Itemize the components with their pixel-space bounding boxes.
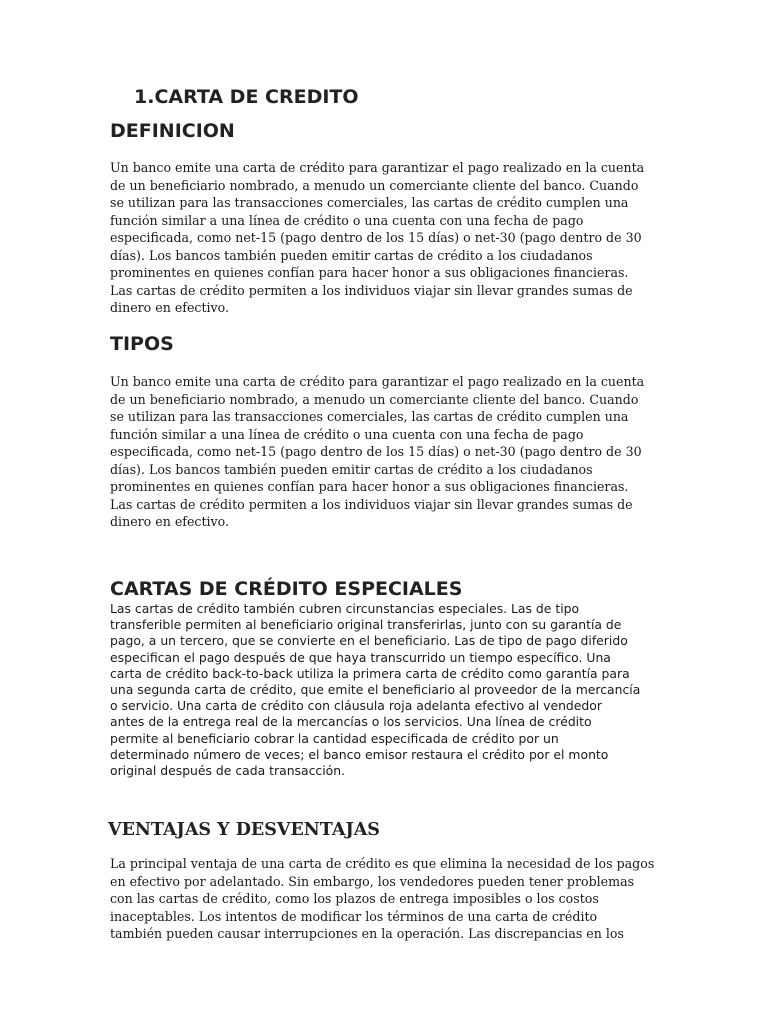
text-line: de un beneficiario nombrado, a menudo un comerciante cliente del banco. Cuando [110,391,639,407]
text-line: una segunda carta de crédito, que emite el beneficiario al proveedor de la mercancía [110,682,641,698]
text-line: de un beneficiario nombrado, a menudo un comerciante cliente del banco. Cuando [110,177,639,193]
text-line: original después de cada transacción. [110,763,346,779]
text-line: pago, a un tercero, que se convierte en el beneficiario. Las de tipo de pago diferido [110,633,628,649]
text-line: permite al beneficiario cobrar la cantidad especificada de crédito por un [110,730,559,746]
text-line: dinero en efectivo. [110,300,230,315]
text-line: días). Los bancos también pueden emitir cartas de crédito a los ciudadanos [110,247,593,263]
text-line: inaceptables. Los intentos de modificar los términos de una carta de crédito [110,908,598,924]
document-title: 1.CARTA DE CREDITO [134,86,359,108]
section-body-definicion [110,159,644,317]
text-line: también pueden causar interrupciones en la operación. Las discrepancias en los [110,926,624,941]
text-line: dinero en efectivo. [110,514,230,529]
section-heading-definicion: DEFINICION [110,120,235,142]
text-line: especifican el pago después de que haya transcurrido un tiempo específico. Una [110,649,611,665]
text-line: transferible permiten al beneficiario original transferirlas, junto con su garantía de [110,617,622,633]
text-line: función similar a una línea de crédito o una cuenta con una fecha de pago [110,212,584,228]
text-line: especificada, como net-15 (pago dentro de los 15 días) o net-30 (pago dentro de 30 [110,444,642,459]
text-line: o servicio. Una carta de crédito con cláusula roja adelanta efectivo al vendedor [110,698,602,714]
text-line: carta de crédito back-to-back utiliza la primera carta de crédito como garantía para [110,665,630,681]
text-line: Las cartas de crédito permiten a los individuos viajar sin llevar grandes sumas de [110,282,633,298]
section-body-tipos [110,373,644,531]
text-line: se utilizan para las transacciones comerciales, las cartas de crédito cumplen una [110,409,629,424]
text-line: Un banco emite una carta de crédito para garantizar el pago realizado en la cuenta [110,374,645,389]
text-line: se utilizan para las transacciones comerciales, las cartas de crédito cumplen una [110,195,629,210]
text-line: La principal ventaja de una carta de crédito es que elimina la necesidad de los pagos [110,856,655,871]
text-line: días). Los bancos también pueden emitir cartas de crédito a los ciudadanos [110,461,593,477]
section-heading-tipos: TIPOS [110,333,174,355]
text-line: determinado número de veces; el banco emisor restaura el crédito por el monto [110,746,609,762]
text-line: Las cartas de crédito permiten a los individuos viajar sin llevar grandes sumas de [110,496,633,512]
text-line: Un banco emite una carta de crédito para garantizar el pago realizado en la cuenta [110,160,645,175]
text-line: Las cartas de crédito también cubren circunstancias especiales. Las de tipo [110,601,580,616]
text-line: antes de la entrega real de la mercancías o los servicios. Una línea de crédito [110,714,592,730]
text-line: con las cartas de crédito, como los plazos de entrega imposibles o los costos [110,891,599,906]
text-line: en efectivo por adelantado. Sin embargo, los vendedores pueden tener problemas [110,873,635,889]
text-line: prominentes en quienes confían para hacer honor a sus obligaciones financieras. [110,265,629,280]
section-heading-ventajas-desventajas: VENTAJAS Y DESVENTAJAS [108,820,380,840]
section-body-cartas-especiales [110,601,640,779]
text-line: función similar a una línea de crédito o una cuenta con una fecha de pago [110,426,584,442]
text-line: especificada, como net-15 (pago dentro de los 15 días) o net-30 (pago dentro de 30 [110,230,642,245]
section-body-ventajas-desventajas [110,855,654,943]
section-heading-cartas-especiales: CARTAS DE CRÉDITO ESPECIALES [110,578,463,600]
text-line: prominentes en quienes confían para hacer honor a sus obligaciones financieras. [110,479,629,494]
